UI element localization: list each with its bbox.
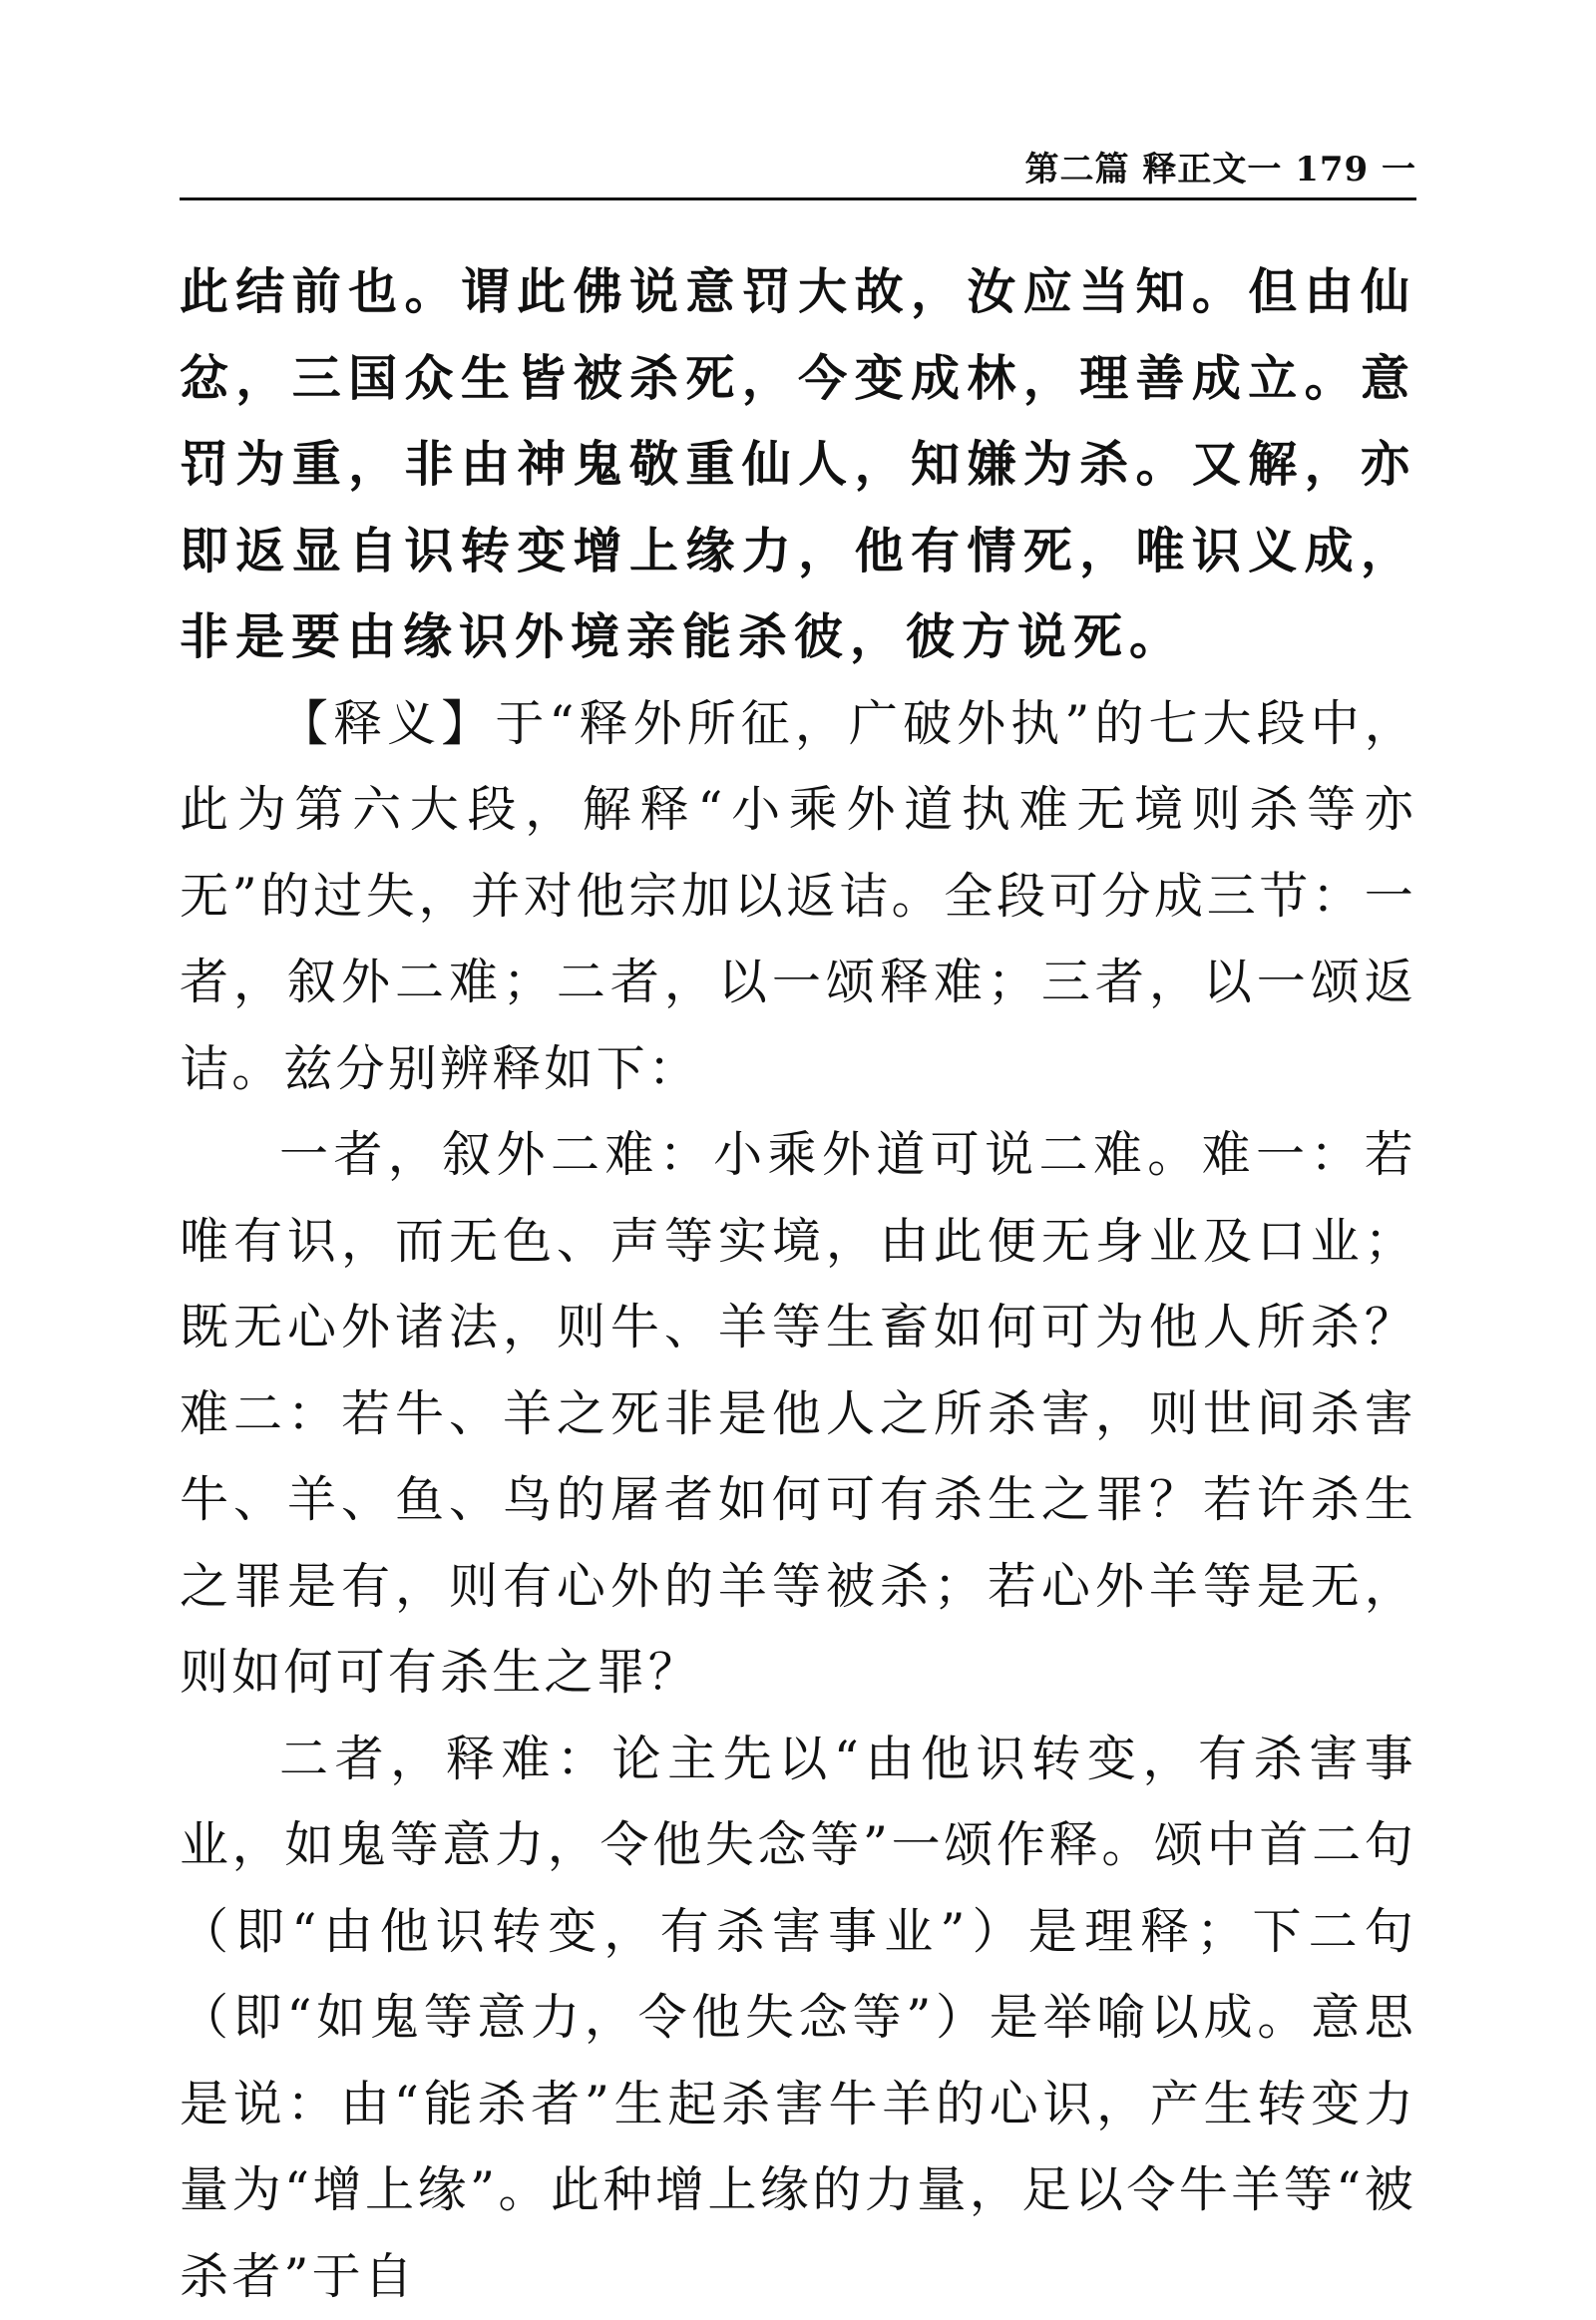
running-header: 第二篇 释正文一 179 一	[180, 148, 1416, 192]
explanation-paragraph-second: 二者，释难：论主先以“由他识转变，有杀害事业，如鬼等意力，令他失念等”一颂作释。颂中首二句（即“由他识转变，有杀害事业”）是理释；下二句（即“如鬼等意力，令他失念等”）是举喻以成。意思是说：由“能杀者”生起杀害牛羊的心识，产生转变力量为“增上缘”。此种增上缘的力量，足以令牛羊等“被杀者”于自	[180, 1717, 1416, 2320]
header-rule	[180, 197, 1416, 200]
explanation-paragraph-first: 一者，叙外二难：小乘外道可说二难。难一：若唯有识，而无色、声等实境，由此便无身业及口业；既无心外诸法，则牛、羊等生畜如何可为他人所杀？难二：若牛、羊之死非是他人之所杀害，则世间杀害牛、羊、鱼、鸟的屠者如何可有杀生之罪？若许杀生之罪是有，则有心外的羊等被杀；若心外羊等是无，则如何可有杀生之罪？	[180, 1112, 1416, 1717]
body-text	[180, 249, 1416, 2320]
explanation-paragraph-intro: 【释义】于“释外所征，广破外执”的七大段中，此为第六大段，解释“小乘外道执难无境则杀等亦无”的过失，并对他宗加以返诘。全段可分成三节：一者，叙外二难；二者，以一颂释难；三者，以一颂返诘。兹分别辨释如下：	[180, 681, 1416, 1113]
commentary-paragraph: 此结前也。谓此佛说意罚大故，汝应当知。但由仙忿，三国众生皆被杀死，今变成林，理善成立。意罚为重，非由神鬼敬重仙人，知嫌为杀。又解，亦即返显自识转变增上缘力，他有情死，唯识义成，非是要由缘识外境亲能杀彼，彼方说死。	[180, 249, 1416, 681]
